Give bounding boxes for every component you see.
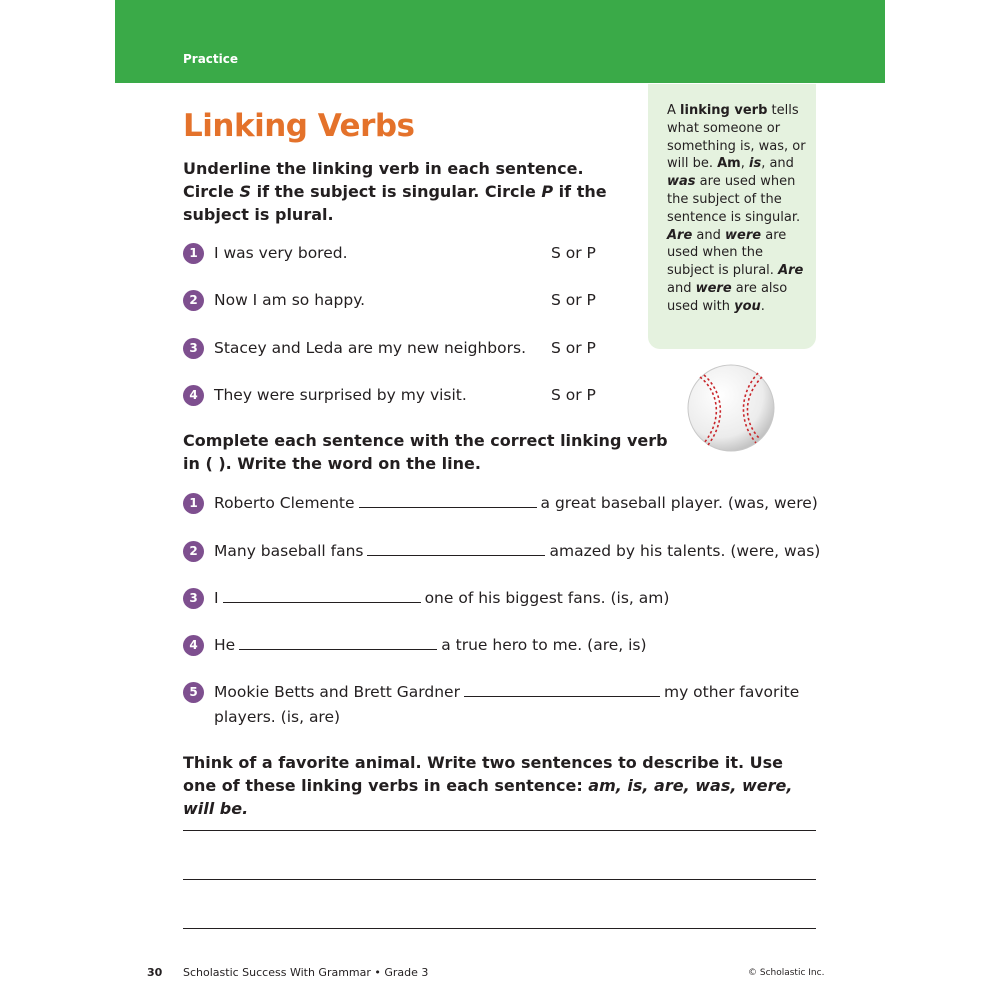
sentence-continuation: players. (is, are) — [214, 708, 341, 726]
s-or-p-choice[interactable]: S or P — [551, 386, 596, 404]
answer-blank[interactable] — [464, 680, 660, 697]
sentence-end: a great baseball player. (was, were) — [540, 494, 818, 512]
writing-line[interactable] — [183, 928, 816, 929]
part2-instructions: Complete each sentence with the correct linking verb in ( ). Write the word on the line. — [183, 431, 668, 473]
answer-blank[interactable] — [239, 633, 437, 650]
part3-instructions: Think of a favorite animal. Write two sentences to describe it. Use one of these linking verbs in each sentence: am, is, are, was, were, will be. — [183, 753, 793, 818]
sentence-start: He — [214, 636, 236, 654]
s-or-p-choice[interactable]: S or P — [551, 339, 596, 357]
page-title: Linking Verbs — [183, 108, 415, 144]
definition-callout: A linking verb tells what someone or something is, was, or will be. Am, is, and was are used when the subject of the sentence is singular. Are and were are used when the subject is plural. Are and were are also used with you. — [648, 84, 816, 349]
item-number-badge: 1 — [183, 493, 204, 514]
item-number-badge: 3 — [183, 588, 204, 609]
item-number-badge: 3 — [183, 338, 204, 359]
sentence-start: Many baseball fans — [214, 542, 364, 560]
item-number-badge: 4 — [183, 635, 204, 656]
writing-line[interactable] — [183, 830, 816, 831]
sentence-start: Roberto Clemente — [214, 494, 355, 512]
item-sentence: Now I am so happy. — [214, 291, 366, 309]
item-number-badge: 2 — [183, 290, 204, 311]
header-band — [115, 0, 885, 83]
item-sentence: I was very bored. — [214, 244, 348, 262]
sentence-start: I — [214, 589, 219, 607]
item-number-badge: 5 — [183, 682, 204, 703]
baseball-icon — [686, 363, 776, 453]
part1-instructions: Underline the linking verb in each sentence. Circle S if the subject is singular. Circle P if the subject is plural. — [183, 159, 607, 224]
copyright: © Scholastic Inc. — [748, 968, 825, 978]
answer-blank[interactable] — [367, 539, 545, 556]
section-label: Practice — [183, 52, 239, 66]
sentence-end: my other favorite — [663, 683, 800, 701]
answer-blank[interactable] — [359, 491, 537, 508]
page-number: 30 — [147, 966, 163, 979]
item-sentence: They were surprised by my visit. — [214, 386, 467, 404]
book-title: Scholastic Success With Grammar • Grade 3 — [183, 966, 429, 979]
answer-blank[interactable] — [223, 586, 421, 603]
sentence-end: amazed by his talents. (were, was) — [549, 542, 821, 560]
item-number-badge: 2 — [183, 541, 204, 562]
s-or-p-choice[interactable]: S or P — [551, 244, 596, 262]
item-sentence: Stacey and Leda are my new neighbors. — [214, 339, 527, 357]
s-or-p-choice[interactable]: S or P — [551, 291, 596, 309]
sentence-start: Mookie Betts and Brett Gardner — [214, 683, 460, 701]
item-number-badge: 4 — [183, 385, 204, 406]
sentence-end: one of his biggest fans. (is, am) — [424, 589, 670, 607]
sentence-end: a true hero to me. (are, is) — [441, 636, 647, 654]
writing-line[interactable] — [183, 879, 816, 880]
item-number-badge: 1 — [183, 243, 204, 264]
